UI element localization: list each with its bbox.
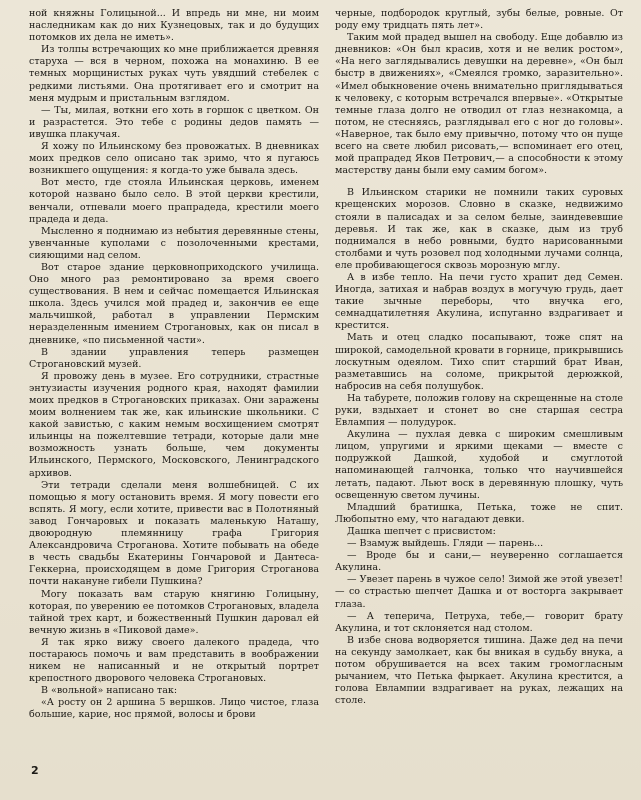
paragraph: В Ильинском старики не помнили таких суровых крещенских морозов. Словно в сказке, недвижимо стояли в палисадах и за селом белые, заиндевевшие деревья. И так же, как в сказке, дым из труб поднимался в небо ровными, будто нарисованными столбами и чуть розовел под холодными лучами солнца, еле пробивающегося сквозь морозную мглу. [335, 187, 623, 271]
paragraph: Я хожу по Ильинскому без провожатых. В дневниках моих предков село описано так зримо, что я пугаюсь возникшего ощущения: я когда-то уже бывала здесь. [29, 141, 319, 177]
paragraph: Из толпы встречающих ко мне приближается древняя старуха — вся в черном, похожа на монахиню. В ее темных морщинистых руках чуть увядший стебелек с редкими листьями. Она протягивает его и смотрит на меня мудрым и пристальным взглядом. [29, 44, 319, 104]
paragraph: ной княжны Голицыной... И впредь ни мне, ни моим наследникам как до них Кузнецовых, так и до будущих потомков их дела не иметь». [29, 8, 319, 44]
paragraph: Мысленно я поднимаю из небытия деревянные стены, увенчанные куполами с позолоченными крестами, сияющими над селом. [29, 225, 319, 261]
paragraph: А в избе тепло. На печи густо храпит дед Семен. Иногда, затихая и набрав воздух в могучую грудь, дает такие зычные переборы, что внучка его, семнадцатилетняя Акулина, испуганно вздрагивает и крестится. [335, 271, 623, 332]
paragraph: — Ты, милая, воткни его хоть в горшок с цветком. Он и разрастется. Это тебе с родины дедов память — ивушка плакучая. [29, 104, 319, 140]
paragraph: — Увезет парень в чужое село! Зимой же этой увезет! — со страстью шепчет Дашка и от восторга закрывает глаза. [335, 574, 623, 610]
paragraph: В «вольной» написано так: [41, 685, 178, 697]
paragraph: черные, подбородок круглый, зубы белые, ровные. От роду ему тридцать пять лет». [335, 8, 623, 32]
right-column-bottom [335, 187, 623, 707]
paragraph: Акулина — пухлая девка с широким смешливым лицом, упругими и яркими щеками — вместе с подружкой Дашкой, худобой и смуглотой напоминающей галчонка, только что научившейся летать, падают. Льют воск в деревянную плошку, чуть освещенную светом лучины. [335, 429, 623, 501]
paragraph: Мать и отец сладко посапывают, тоже спят на широкой, самодельной кровати в горнице, прикрывшись лоскутным одеялом. Тихо спит старший брат Иван, разметавшись на соломе, прикрытой дерюжкой, набросив на себя полушубок. [335, 332, 623, 392]
paragraph: Дашка шепчет с присвистом: [347, 525, 496, 537]
right-column-top [335, 8, 623, 177]
paragraph: В здании управления теперь размещен Строгановский музей. [29, 346, 319, 370]
right-column [335, 8, 623, 707]
section-break [335, 177, 623, 187]
paragraph: Я провожу день в музее. Его сотрудники, страстные энтузиасты изучения родного края, находят фамилии моих предков в Строгановских приказах. Они заражены моим волнением так же, как ильинские школьники. С какой завистью, с каким немым восхищением смотрят ильинцы на пожелтевшие тетради, которые дали мне возможность узнать больше, чем документы Ильинского, Пермского, Московского, Ленинградского архивов. [29, 370, 319, 479]
paragraph: Вот старое здание церковноприходского училища. Оно много раз ремонтировано за время своего существования. В нем и сейчас помещается Ильинская школа. Здесь учился мой прадед и, закончив ее еще мальчишкой, работал в управлении Пермским неразделенным имением Строгановых, как он писал в дневнике, «по письменной части». [29, 261, 319, 346]
paragraph: — А теперича, Петруха, тебе,— говорит брату Акулина, и тот склоняется над столом. [335, 610, 623, 634]
paragraph: На табурете, положив голову на скрещенные на столе руки, вздыхает и стонет во сне старшая сестра Евлампия — полудурок. [335, 392, 623, 429]
paragraph: Младший братишка, Петька, тоже не спит. Любопытно ему, что нагадают девки. [335, 501, 623, 525]
paragraph: — Вроде бы и сани,— неуверенно соглашается Акулина. [335, 550, 623, 574]
page-number: 2 [31, 764, 39, 777]
paragraph: Таким мой прадед вышел на свободу. Еще добавлю из дневников: «Он был красив, хотя и не велик ростом», «На него заглядывались девушки на деревне», «Он был быстр в движениях», «Смеялся громко, заразительно». «Имел обыкновение очень внимательно приглядываться к человеку, с которым встречался впервые». «Открытые темные глаза долго не отводил от глаз незнакомца, а потом, не стесняясь, разглядывал его с ног до головы». «Наверное, так было ему привычно, потому что он пуще всего на свете любил рисовать,— вспоминает его отец, мой прапрадед Яков Петрович,— а способности к этому мастерству даны были ему самим богом». [335, 32, 623, 177]
paragraph: — Взамуж выйдешь. Гляди — парень... [347, 538, 544, 550]
paragraph: «А росту он 2 аршина 5 вершков. Лицо чистое, глаза большие, карие, нос прямой, волосы и брови [29, 697, 319, 721]
paragraph: В избе снова водворяется тишина. Даже дед на печи на секунду замолкает, как бы вникая в судьбу внука, а потом обрушивается на всех таким громогласным рычанием, что Петька фыркает. Акулина крестится, а голова Евлампии вздрагивает на руках, лежащих на столе. [335, 634, 623, 707]
paragraph: Эти тетради сделали меня волшебницей. С их помощью я могу остановить время. Я могу повести его вспять. Я могу, если хотите, привести вас в Полотняный завод Гончаровых и показать маленькую Наташу, двоюродную племянницу графа Григория Александровича Строганова. Хотите побывать на обеде в честь свадьбы Екатерины Гончаровой и Дантеса-Геккерна, происходящем в доме Григория Строганова почти накануне гибели Пушкина? [29, 479, 319, 588]
paragraph: Я так ярко вижу своего далекого прадеда, что постараюсь помочь и вам представить в воображении никем не написанный и не открытый портрет крепостного дворового человека Строгановых. [29, 636, 319, 685]
left-column [29, 8, 319, 722]
paragraph: Вот место, где стояла Ильинская церковь, именем которой названо было село. В этой церкви крестили, венчали, отпевали моего прапрадеда, крестили моего прадеда и деда. [29, 177, 319, 225]
paragraph: Могу показать вам старую княгиню Голицыну, которая, по уверению ее потомков Строгановых, владела тайной трех карт, и божественный Пушкин даровал ей вечную жизнь в «Пиковой даме». [29, 588, 319, 636]
